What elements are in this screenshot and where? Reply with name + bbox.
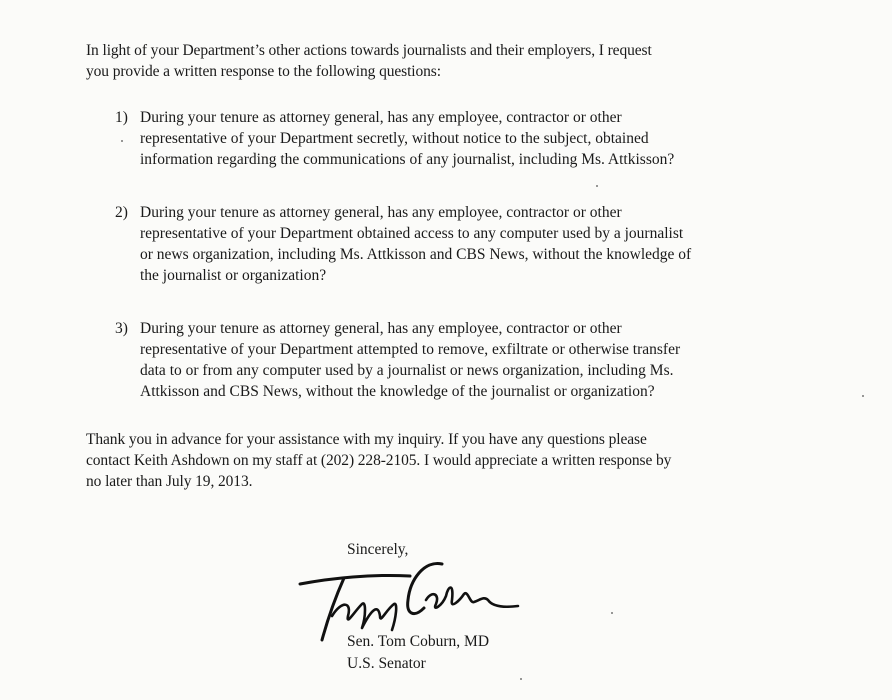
- question-line: During your tenure as attorney general, has any employee, contractor or other: [140, 109, 622, 126]
- question-line: information regarding the communications of any journalist, including Ms. Attkisson?: [140, 151, 675, 168]
- closing-paragraph: [86, 429, 806, 492]
- question-2: [115, 202, 815, 292]
- scan-speck: [121, 140, 123, 142]
- question-1: [115, 107, 815, 177]
- closing-line: no later than July 19, 2013.: [86, 473, 253, 490]
- question-3: [115, 318, 815, 408]
- scan-speck: [520, 678, 522, 680]
- intro-paragraph: [86, 40, 776, 82]
- question-line: or news organization, including Ms. Attkisson and CBS News, without the knowledge of: [140, 246, 692, 263]
- closing-line: contact Keith Ashdown on my staff at (202) 228-2105. I would appreciate a written response by: [86, 452, 672, 469]
- question-line: During your tenure as attorney general, has any employee, contractor or other: [140, 320, 622, 337]
- question-line: representative of your Department attempted to remove, exfiltrate or otherwise transfer: [140, 341, 681, 358]
- scan-speck: [596, 185, 598, 187]
- question-text: [140, 318, 790, 402]
- question-number: 2): [115, 204, 128, 221]
- intro-line: In light of your Department’s other actions towards journalists and their employers, I request: [86, 42, 652, 59]
- signer-title: U.S. Senator: [347, 655, 426, 672]
- intro-line: you provide a written response to the following questions:: [86, 63, 441, 80]
- question-line: During your tenure as attorney general, has any employee, contractor or other: [140, 204, 622, 221]
- scan-speck: [862, 395, 864, 397]
- question-line: data to or from any computer used by a journalist or news organization, including Ms.: [140, 362, 674, 379]
- scan-speck: [611, 612, 613, 614]
- sign-off: Sincerely,: [347, 541, 409, 558]
- closing-line: Thank you in advance for your assistance with my inquiry. If you have any questions please: [86, 431, 647, 448]
- question-number: 3): [115, 320, 128, 337]
- question-line: representative of your Department secretly, without notice to the subject, obtained: [140, 130, 649, 147]
- signer-name: Sen. Tom Coburn, MD: [347, 633, 490, 650]
- question-text: [140, 202, 790, 286]
- question-number: 1): [115, 109, 128, 126]
- question-line: representative of your Department obtained access to any computer used by a journalist: [140, 225, 684, 242]
- question-line: Attkisson and CBS News, without the knowledge of the journalist or organization?: [140, 383, 655, 400]
- question-line: the journalist or organization?: [140, 267, 327, 284]
- question-text: [140, 107, 790, 170]
